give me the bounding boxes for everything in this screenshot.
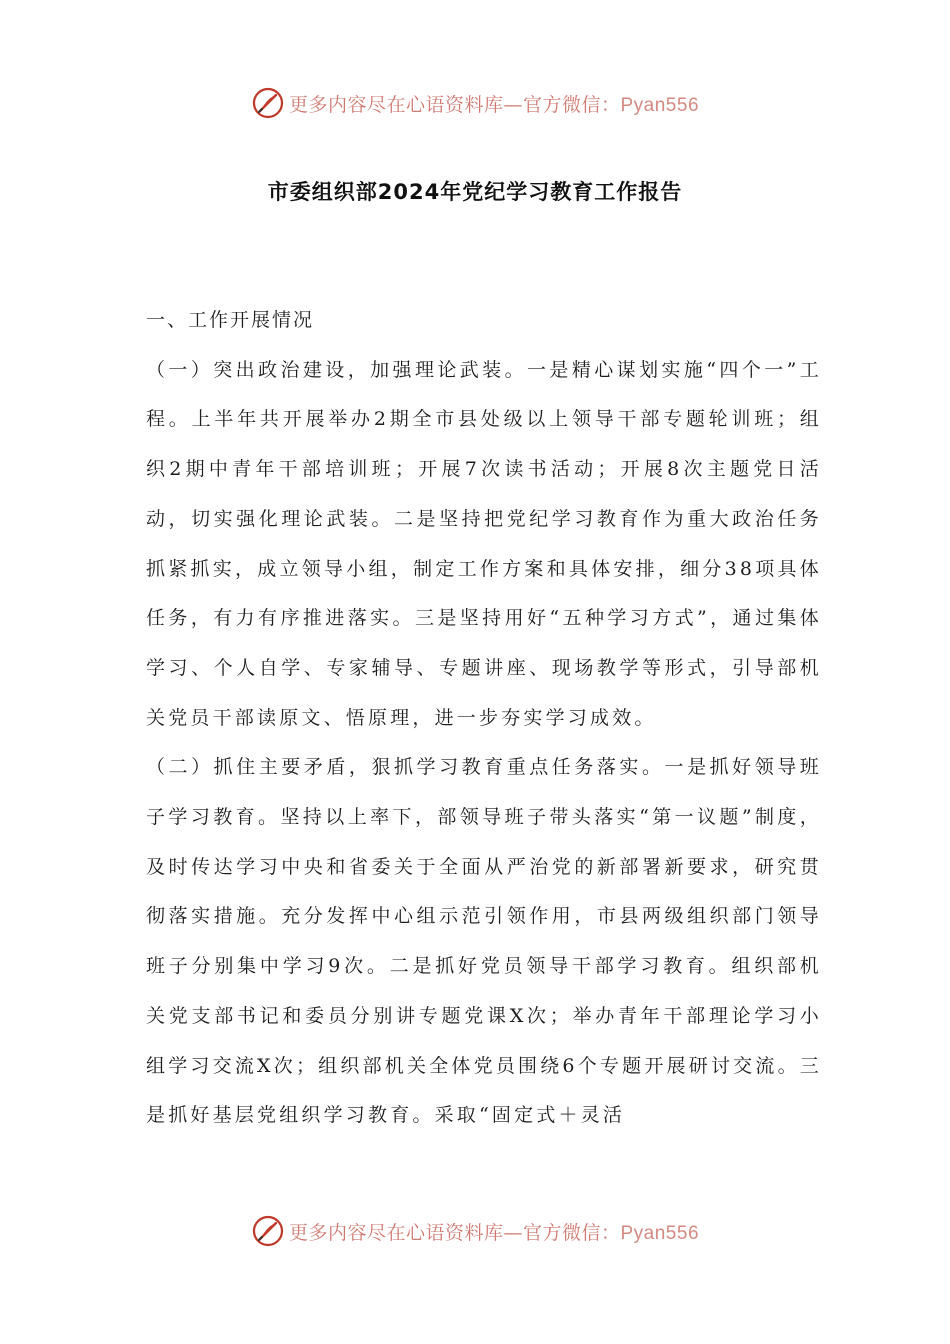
watermark-banner-top: [0, 78, 950, 128]
paragraph: （二）抓住主要矛盾，狠抓学习教育重点任务落实。一是抓好领导班子学习教育。坚持以上率下，部领导班子带头落实“第一议题”制度，及时传达学习中央和省委关于全面从严治党的新部署新要求，研究贯彻落实措施。充分发挥中心组示范引领作用，市县两级组织部门领导班子分别集中学习9次。二是抓好党员领导干部学习教育。组织部机关党支部书记和委员分别讲专题党课X次；举办青年干部理论学习小组学习交流X次；组织部机关全体党员围绕6个专题开展研讨交流。三是抓好基层党组织学习教育。采取“固定式＋灵活: [146, 756, 822, 1127]
quill-logo-icon: [251, 86, 285, 120]
watermark-text: 更多内容尽在心语资料库—官方微信：Pyan556: [288, 1221, 700, 1244]
document-body: [146, 296, 822, 1141]
watermark-banner-bottom: [0, 1206, 950, 1256]
document-title: 市委组织部2024年党纪学习教育工作报告: [267, 180, 683, 204]
paragraph: （一）突出政治建设，加强理论武装。一是精心谋划实施“四个一”工程。上半年共开展举办2期全市县处级以上领导干部专题轮训班；组织2期中青年干部培训班；开展7次读书活动；开展8次主题党日活动，切实强化理论武装。二是坚持把党纪学习教育作为重大政治任务抓紧抓实，成立领导小组，制定工作方案和具体安排，细分38项具体任务，有力有序推进落实。三是坚持用好“五种学习方式”，通过集体学习、个人自学、专家辅导、专题讲座、现场教学等形式，引导部机关党员干部读原文、悟原理，进一步夯实学习成效。: [146, 358, 822, 729]
section-heading: 一、工作开展情况: [146, 309, 315, 331]
watermark-text: 更多内容尽在心语资料库—官方微信：Pyan556: [288, 93, 700, 116]
quill-logo-icon: [251, 1214, 285, 1248]
